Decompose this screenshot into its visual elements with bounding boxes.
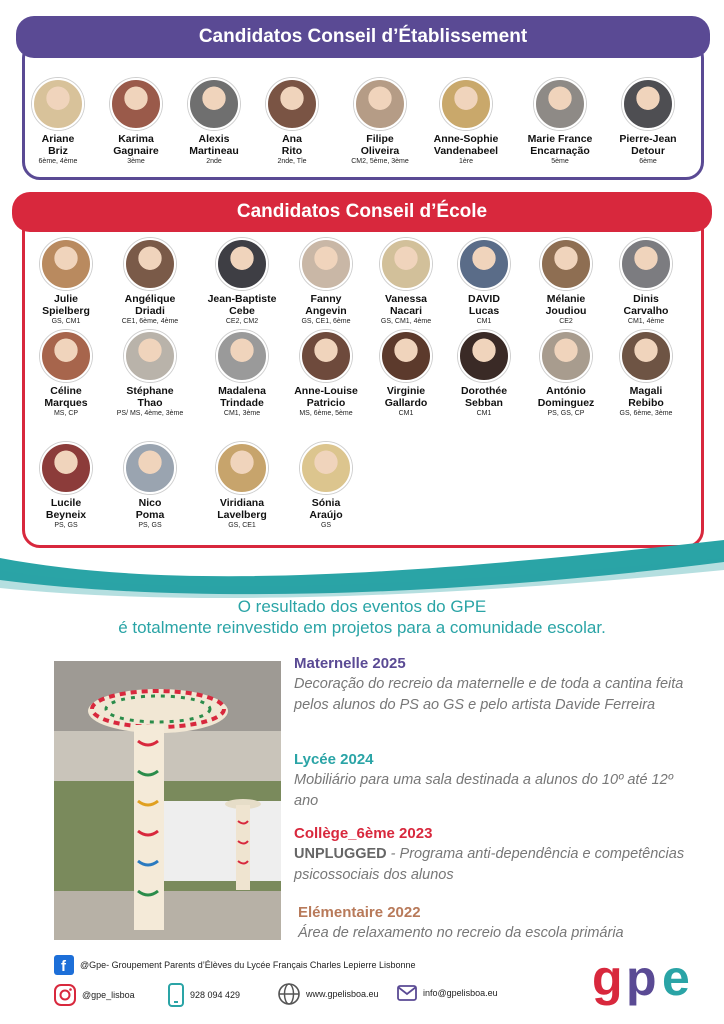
instagram-icon — [54, 984, 76, 1006]
project-description — [294, 844, 694, 886]
project-title: Maternelle 2025 — [294, 655, 406, 672]
avatar — [40, 442, 92, 494]
candidate-classes: CM1, 3ème — [223, 410, 261, 417]
project-item — [294, 750, 694, 812]
instagram-contact[interactable] — [54, 984, 135, 1006]
avatar — [40, 330, 92, 382]
ecole-candidate — [196, 330, 288, 418]
candidate-classes: MS, 6ème, 5ème — [299, 410, 353, 417]
candidate-name: Magali Rebibo — [628, 385, 664, 409]
maternelle-mural-photo — [54, 661, 281, 940]
avatar — [266, 78, 318, 130]
candidate-classes: GS, CM1, 4ème — [380, 318, 432, 325]
candidate-classes: 3ème — [127, 158, 145, 165]
project-highlight: UNPLUGGED — [294, 846, 387, 862]
avatar — [534, 78, 586, 130]
ecole-candidate — [280, 330, 372, 418]
candidate-classes: CM1 — [476, 318, 492, 325]
candidate-name: Dinis Carvalho — [623, 293, 669, 317]
ecole-candidate — [196, 442, 288, 530]
ecole-candidate — [20, 330, 112, 418]
candidate-classes: CM1, 4ème — [627, 318, 665, 325]
candidate-classes: 5ème — [551, 158, 569, 165]
project-title: Collège_6ème 2023 — [294, 825, 433, 842]
avatar — [300, 330, 352, 382]
facebook-label: @Gpe- Groupement Parents d’Élèves du Lycée Français Charles Lepierre Lisbonne — [80, 960, 416, 970]
avatar — [110, 78, 162, 130]
avatar — [32, 78, 84, 130]
candidate-name: Fanny Angevin — [305, 293, 347, 317]
project-text: Mobiliário para uma sala destinada a alunos do 10º até 12º ano — [294, 772, 673, 809]
result-statement — [0, 596, 724, 638]
instagram-label: @gpe_lisboa — [82, 990, 135, 1000]
avatar — [40, 238, 92, 290]
ecole-candidate — [20, 238, 112, 326]
email-contact[interactable] — [397, 985, 498, 1001]
logo-letter-p: p — [626, 955, 657, 1006]
candidate-name: Sónia Araújo — [309, 497, 343, 521]
candidate-name: Jean-Baptiste Cebe — [207, 293, 277, 317]
ecole-candidate — [438, 330, 530, 418]
phone-icon — [168, 983, 184, 1007]
candidate-name: Ana Rito — [281, 133, 303, 157]
avatar — [216, 238, 268, 290]
candidate-classes: PS/ MS, 4ème, 3ème — [116, 410, 184, 417]
project-description — [294, 674, 694, 716]
avatar — [540, 330, 592, 382]
candidate-classes: PS, GS, CP — [547, 410, 585, 417]
website-label: www.gpelisboa.eu — [306, 989, 379, 999]
ecole-candidate — [520, 238, 612, 326]
avatar — [620, 330, 672, 382]
candidate-classes: CE1, 6ème, 4ème — [121, 318, 179, 325]
decorative-wave — [0, 540, 724, 600]
project-item — [294, 654, 694, 716]
candidate-classes: GS, CE1, 6ème — [301, 318, 351, 325]
ecole-candidate — [280, 442, 372, 530]
website-contact[interactable] — [278, 983, 379, 1005]
candidate-classes: 2nde, Tle — [277, 158, 307, 165]
project-text: - Programa anti-dependência e competências psicossociais dos alunos — [294, 846, 685, 883]
ecole-candidate — [600, 330, 692, 418]
candidate-name: Karima Gagnaire — [113, 133, 159, 157]
candidate-classes: CE2, CM2 — [225, 318, 259, 325]
avatar — [620, 238, 672, 290]
logo-letter-g: g — [592, 955, 623, 1006]
candidate-classes: 6ème, 4ème — [38, 158, 78, 165]
etablissement-candidate — [602, 78, 694, 166]
avatar — [622, 78, 674, 130]
ecole-candidate — [20, 442, 112, 530]
avatar — [380, 238, 432, 290]
ecole-candidate — [520, 330, 612, 418]
candidate-classes: 1ère — [458, 158, 473, 165]
avatar — [458, 330, 510, 382]
project-item — [294, 824, 694, 886]
avatar — [300, 238, 352, 290]
avatar — [354, 78, 406, 130]
candidate-name: Vanessa Nacari — [384, 293, 428, 317]
ecole-candidate — [280, 238, 372, 326]
candidate-classes: CM1 — [476, 410, 492, 417]
candidate-name: Julie Spielberg — [42, 293, 90, 317]
candidate-name: Céline Marques — [44, 385, 88, 409]
email-label: info@gpelisboa.eu — [423, 988, 498, 998]
candidate-classes: CE2 — [559, 318, 573, 325]
avatar — [188, 78, 240, 130]
candidate-name: Ariane Briz — [41, 133, 75, 157]
ecole-candidate — [104, 442, 196, 530]
candidate-classes: CM1 — [398, 410, 414, 417]
candidate-name: DAVID Lucas — [468, 293, 500, 317]
etablissement-title: Candidatos Conseil d’Établissement — [16, 16, 710, 58]
avatar — [216, 330, 268, 382]
ecole-candidate — [600, 238, 692, 326]
candidate-name: Pierre-Jean Detour — [619, 133, 677, 157]
logo-letter-e: e — [662, 955, 690, 1006]
avatar — [440, 78, 492, 130]
facebook-icon — [54, 955, 74, 975]
project-description — [298, 923, 698, 944]
project-text: Decoração do recreio da maternelle e de toda a cantina feita pelos alunos do PS ao GS e pelo artista Davide Ferreira — [294, 676, 684, 713]
etablissement-candidate — [514, 78, 606, 166]
candidate-classes: 2nde — [206, 158, 222, 165]
candidate-name: António Dominguez — [537, 385, 595, 409]
avatar — [380, 330, 432, 382]
candidate-name: Madalena Trindade — [218, 385, 266, 409]
ecole-title: Candidatos Conseil d’École — [12, 192, 712, 232]
candidate-name: Virginie Gallardo — [384, 385, 428, 409]
candidate-classes: 6ème — [639, 158, 657, 165]
candidate-name: Nico Poma — [135, 497, 165, 521]
ecole-candidate — [104, 238, 196, 326]
candidate-name: Mélanie Joudiou — [545, 293, 587, 317]
candidate-classes: GS, CE1 — [228, 522, 256, 529]
phone-label: 928 094 429 — [190, 990, 241, 1000]
candidate-name: Filipe Oliveira — [360, 133, 400, 157]
candidate-classes: PS, GS — [54, 522, 78, 529]
candidate-classes: PS, GS — [138, 522, 162, 529]
candidate-name: Stéphane Thao — [126, 385, 174, 409]
project-description — [294, 770, 694, 812]
candidate-classes: CM2, 5ème, 3ème — [351, 158, 409, 165]
candidate-classes: GS — [320, 522, 332, 529]
phone-contact[interactable] — [168, 983, 240, 1007]
project-item — [298, 903, 698, 944]
avatar — [540, 238, 592, 290]
candidate-name: Alexis Martineau — [189, 133, 239, 157]
candidate-name: Angélique Driadi — [124, 293, 176, 317]
project-title: Lycée 2024 — [294, 751, 374, 768]
avatar — [124, 330, 176, 382]
avatar — [124, 238, 176, 290]
avatar — [300, 442, 352, 494]
svg-text:f: f — [61, 958, 66, 975]
candidate-classes: GS, 6ème, 3ème — [619, 410, 673, 417]
etablissement-candidate — [246, 78, 338, 166]
candidate-name: Dorothée Sebban — [460, 385, 508, 409]
etablissement-candidate — [420, 78, 512, 166]
candidate-name: Marie France Encarnação — [527, 133, 593, 157]
globe-icon — [278, 983, 300, 1005]
avatar — [124, 442, 176, 494]
candidate-name: Anne-Louise Patricio — [294, 385, 358, 409]
etablissement-candidate — [334, 78, 426, 166]
result-line-1: O resultado dos eventos do GPE — [237, 597, 487, 616]
candidate-name: Anne-Sophie Vandenabeel — [433, 133, 499, 157]
project-text: Área de relaxamento no recreio da escola primária — [298, 925, 624, 941]
facebook-contact[interactable] — [54, 955, 415, 975]
ecole-candidate — [196, 238, 288, 326]
avatar — [216, 442, 268, 494]
candidate-name: Viridiana Lavelberg — [217, 497, 267, 521]
mail-icon — [397, 985, 417, 1001]
candidate-name: Lucile Beyneix — [45, 497, 87, 521]
result-line-2: é totalmente reinvestido em projetos para a comunidade escolar. — [118, 618, 606, 637]
candidate-classes: MS, CP — [53, 410, 79, 417]
project-title: Elémentaire 2022 — [298, 904, 421, 921]
ecole-candidate — [438, 238, 530, 326]
ecole-candidate — [104, 330, 196, 418]
gpe-logo — [592, 955, 704, 1011]
candidate-classes: GS, CM1 — [51, 318, 81, 325]
avatar — [458, 238, 510, 290]
